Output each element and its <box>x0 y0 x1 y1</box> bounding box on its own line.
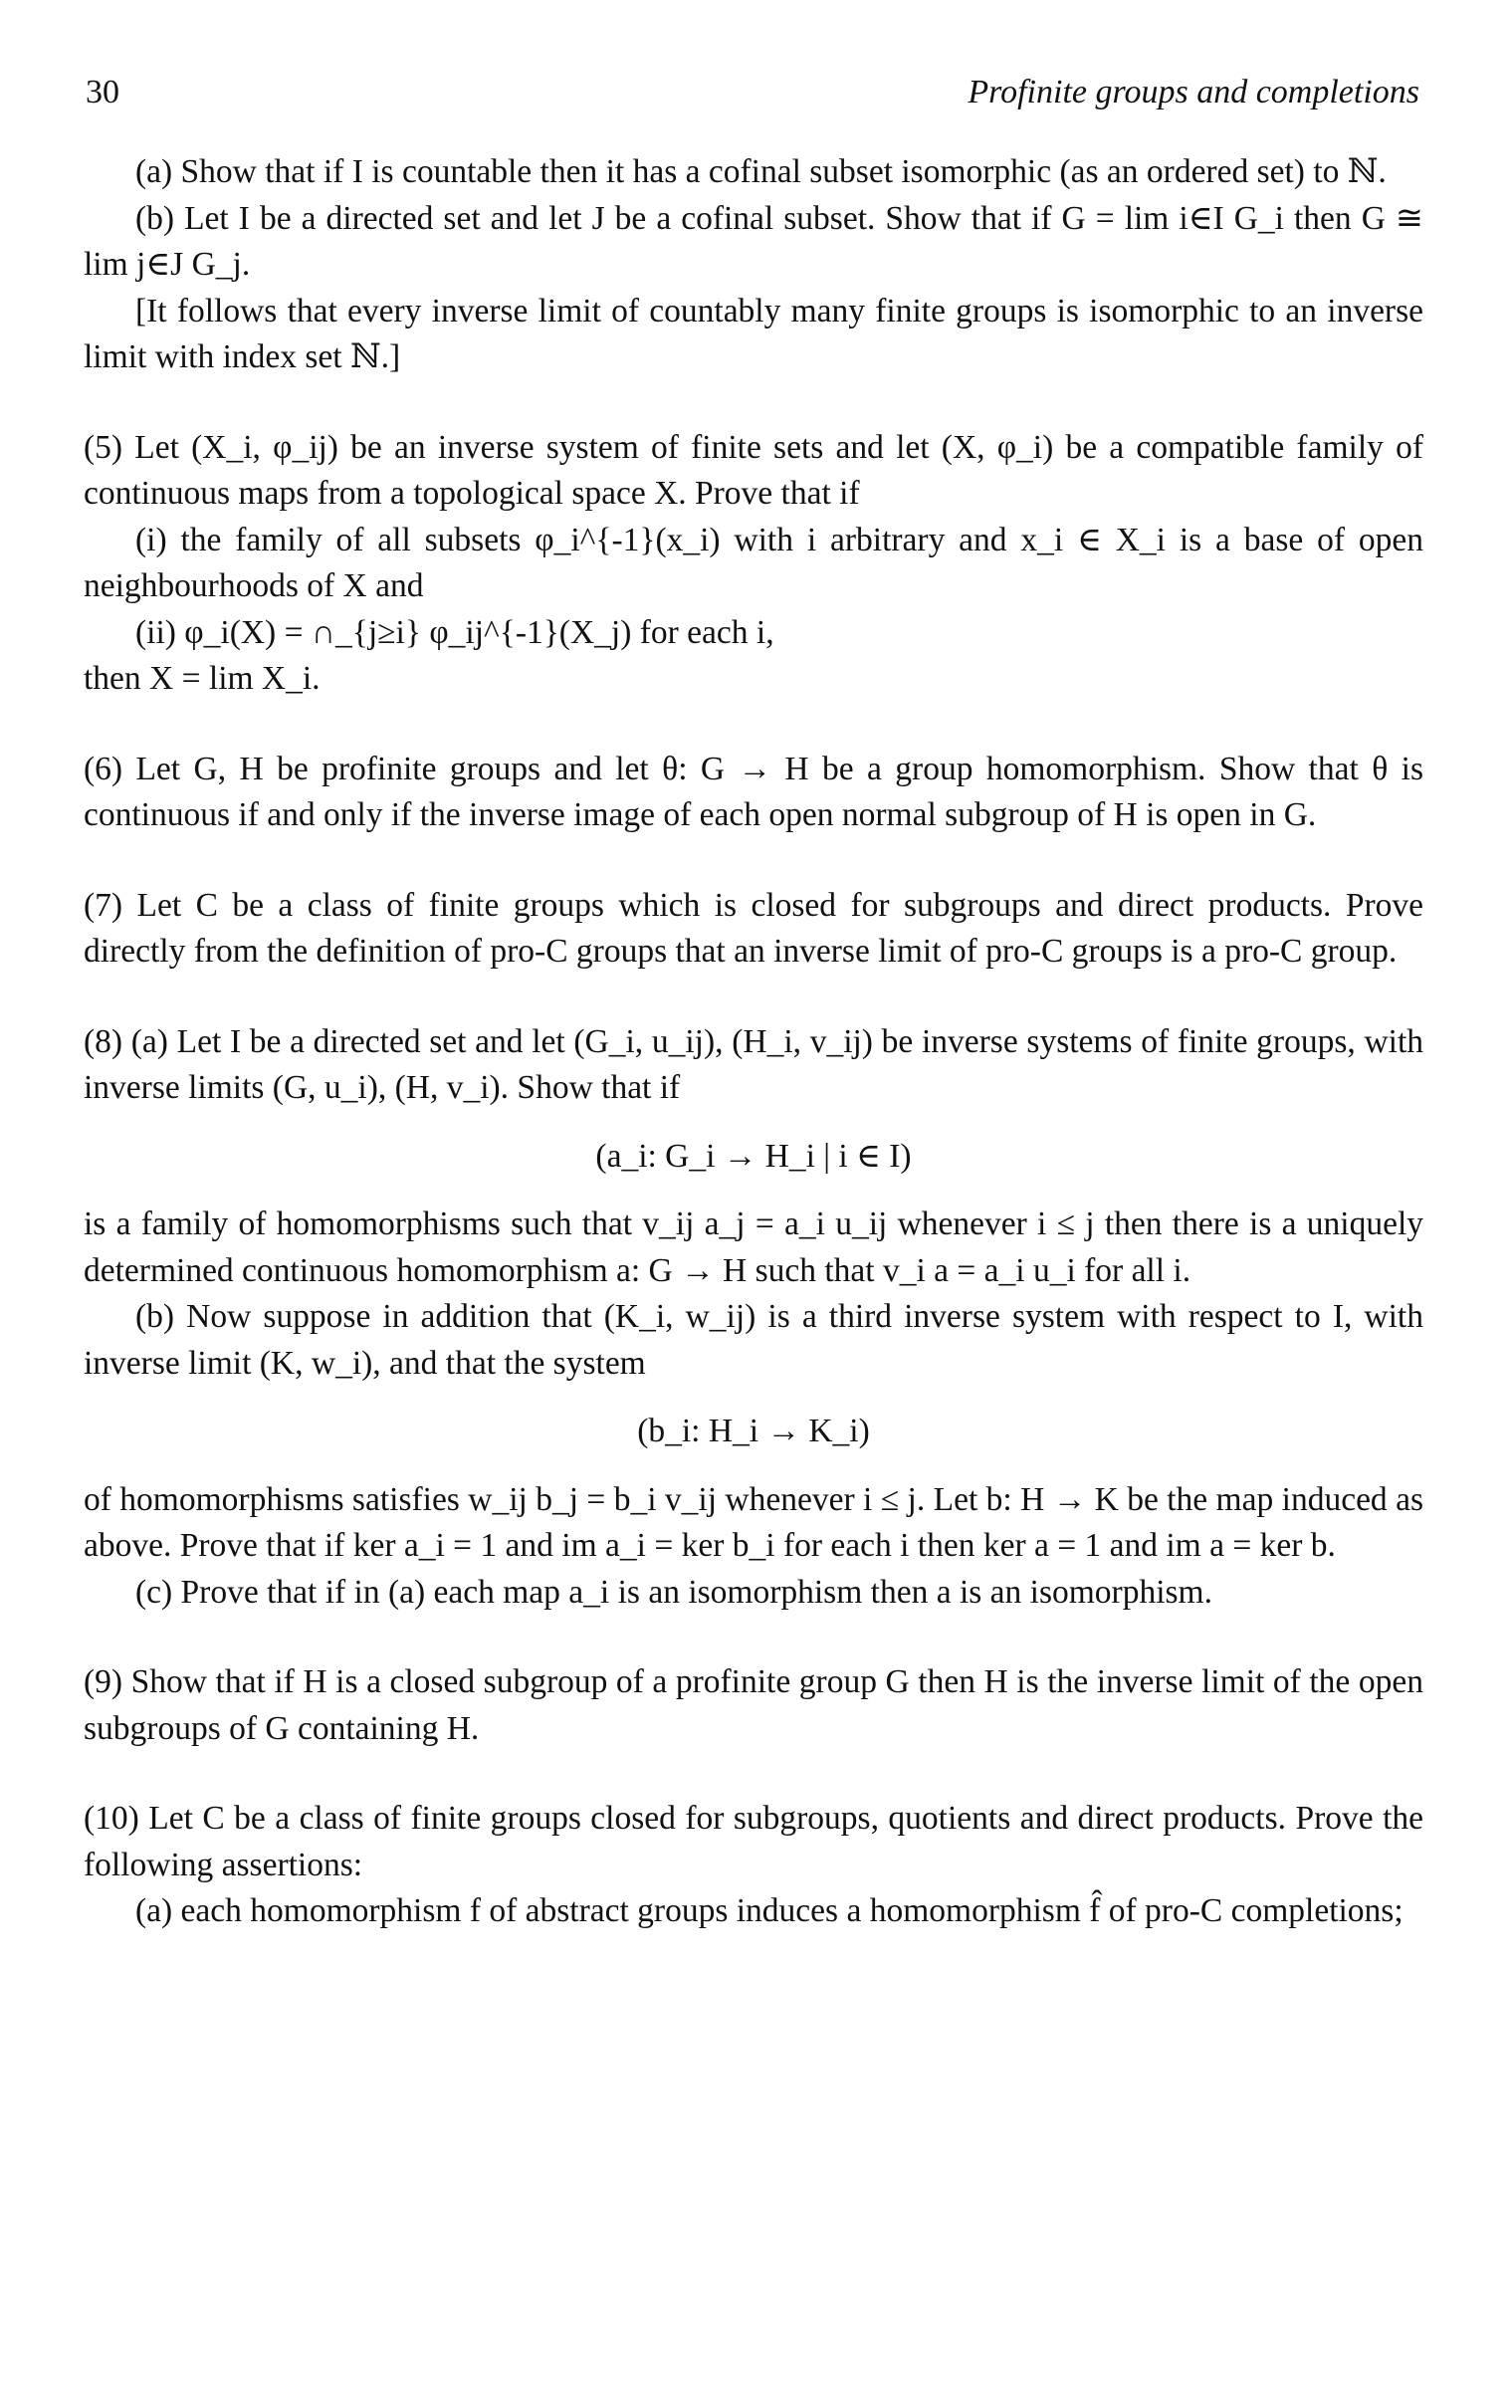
exercise-9: (9) Show that if H is a closed subgroup of a profinite group G then H is the inverse limit of the open subgroups of G containing H. <box>84 1663 1423 1747</box>
exercise-5-ii: (ii) φ_i(X) = ∩_{j≥i} φ_ij^{-1}(X_j) for each i, <box>135 613 774 651</box>
exercise-4-note: [It follows that every inverse limit of countably many finite groups is isomorphic to an inverse limit with index set ℕ.] <box>84 292 1423 375</box>
exercise-8a-display: (a_i: G_i → H_i | i ∈ I) <box>595 1137 912 1175</box>
exercise-6: (6) Let G, H be profinite groups and let θ: G → H be a group homomorphism. Show that θ is continuous if and only if the inverse image of each open normal subgroup of H is open in G. <box>84 750 1423 833</box>
running-head: Profinite groups and completions <box>968 74 1419 110</box>
exercise-4b: (b) Let I be a directed set and let J be a cofinal subset. Show that if G = lim i∈I G_i then G ≅ lim j∈J G_j. <box>84 199 1423 283</box>
page-body <box>84 149 1423 1935</box>
exercise-7: (7) Let C be a class of finite groups which is closed for subgroups and direct products. Prove directly from the definition of pro-C groups that an inverse limit of pro-C groups is a pro-C group. <box>84 886 1423 970</box>
exercise-8b-continued: of homomorphisms satisfies w_ij b_j = b_i v_ij whenever i ≤ j. Let b: H → K be the map induced as above. Prove that if ker a_i = 1 and im a_i = ker b_i for each i then ker a = 1 and im a = ker b. <box>84 1480 1423 1564</box>
exercise-5-conclusion: then X = lim X_i. <box>84 660 321 697</box>
exercise-4a: (a) Show that if I is countable then it has a cofinal subset isomorphic (as an ordered set) to ℕ. <box>135 153 1387 190</box>
exercise-8b: (b) Now suppose in addition that (K_i, w_ij) is a third inverse system with respect to I, with inverse limit (K, w_i), and that the system <box>84 1298 1423 1382</box>
exercise-10a: (a) each homomorphism f of abstract groups induces a homomorphism f̂ of pro-C completions; <box>135 1892 1404 1929</box>
exercise-8a: (8) (a) Let I be a directed set and let (G_i, u_ij), (H_i, v_ij) be inverse systems of finite groups, with inverse limits (G, u_i), (H, v_i). Show that if <box>84 1022 1423 1106</box>
exercise-8c: (c) Prove that if in (a) each map a_i is an isomorphism then a is an isomorphism. <box>135 1573 1212 1611</box>
exercise-8b-display: (b_i: H_i → K_i) <box>637 1413 870 1449</box>
page-number: 30 <box>86 74 119 110</box>
exercise-5: (5) Let (X_i, φ_ij) be an inverse system of finite sets and let (X, φ_i) be a compatible family of continuous maps from a topological space X. Prove that if <box>84 428 1423 512</box>
exercise-10: (10) Let C be a class of finite groups closed for subgroups, quotients and direct products. Prove the following assertions: <box>84 1800 1423 1883</box>
exercise-8a-continued: is a family of homomorphisms such that v_ij a_j = a_i u_ij whenever i ≤ j then there is a uniquely determined continuous homomorphism a: G → H such that v_i a = a_i u_i for all i. <box>84 1205 1423 1289</box>
page-header <box>86 74 1419 123</box>
exercise-5-i: (i) the family of all subsets φ_i^{-1}(x_i) with i arbitrary and x_i ∈ X_i is a base of open neighbourhoods of X and <box>84 521 1423 604</box>
